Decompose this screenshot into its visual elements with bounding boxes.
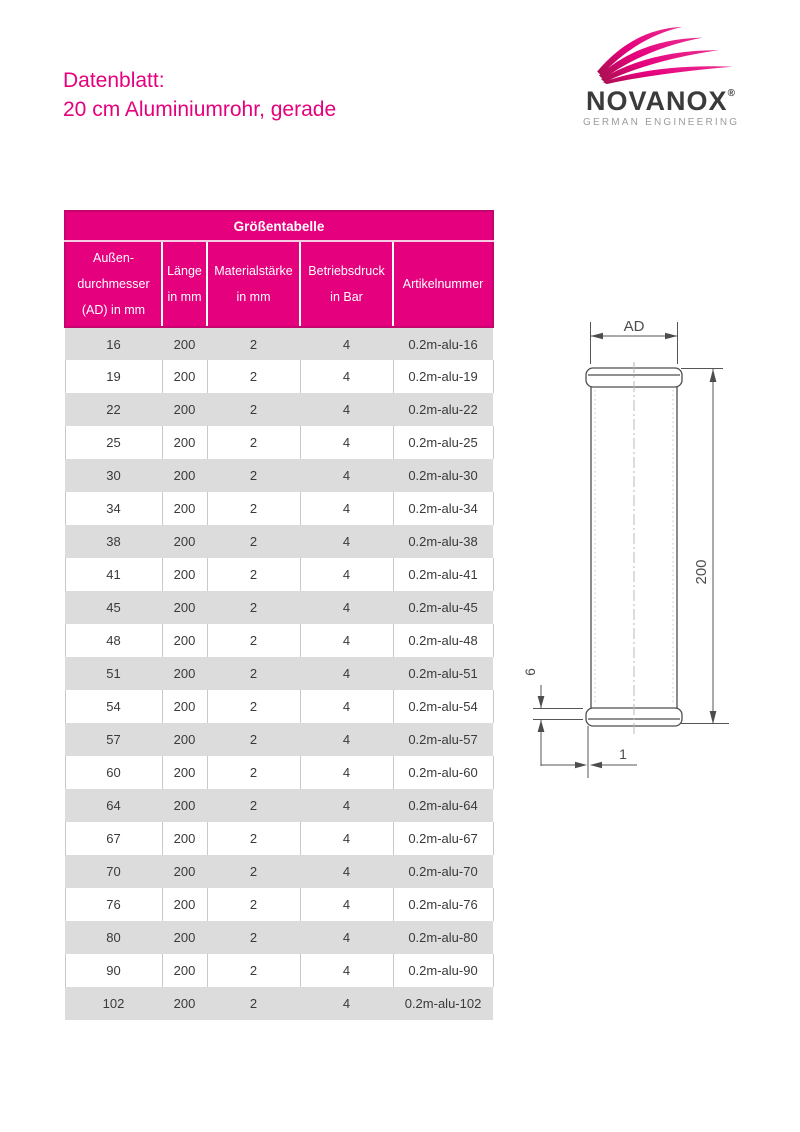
table-cell: 200: [162, 888, 207, 921]
table-cell: 0.2m-alu-70: [393, 855, 493, 888]
table-row: [65, 690, 493, 723]
table-cell: 2: [207, 558, 300, 591]
table-row: [65, 822, 493, 855]
table-row: [65, 459, 493, 492]
table-cell: 90: [65, 954, 162, 987]
table-cell: 0.2m-alu-25: [393, 426, 493, 459]
table-cell: 2: [207, 426, 300, 459]
table-cell: 2: [207, 327, 300, 360]
table-cell: 60: [65, 756, 162, 789]
table-row: [65, 525, 493, 558]
table-cell: 0.2m-alu-48: [393, 624, 493, 657]
table-cell: 2: [207, 525, 300, 558]
table-cell: 200: [162, 393, 207, 426]
logo-brand: [583, 88, 739, 114]
table-cell: 200: [162, 459, 207, 492]
table-cell: 4: [300, 459, 393, 492]
table-cell: 2: [207, 756, 300, 789]
table-cell: 200: [162, 723, 207, 756]
table-cell: 2: [207, 723, 300, 756]
column-header-line: in mm: [167, 290, 202, 304]
table-row: [65, 855, 493, 888]
table-cell: 4: [300, 921, 393, 954]
table-cell: 2: [207, 921, 300, 954]
table-cell: 200: [162, 492, 207, 525]
table-row: [65, 756, 493, 789]
table-cell: 54: [65, 690, 162, 723]
table-cell: 30: [65, 459, 162, 492]
table-cell: 200: [162, 921, 207, 954]
table-cell: 45: [65, 591, 162, 624]
table-title: Größentabelle: [65, 211, 493, 241]
table-cell: 57: [65, 723, 162, 756]
column-header-material-thickness: [207, 241, 300, 327]
table-cell: 200: [162, 360, 207, 393]
table-header: [65, 211, 493, 327]
table-cell: 200: [162, 558, 207, 591]
table-cell: 41: [65, 558, 162, 591]
dimension-label-bead: 6: [522, 668, 538, 676]
table-cell: 200: [162, 987, 207, 1020]
table-cell: 2: [207, 360, 300, 393]
table-cell: 0.2m-alu-19: [393, 360, 493, 393]
table-cell: 0.2m-alu-102: [393, 987, 493, 1020]
table-row: [65, 492, 493, 525]
table-cell: 4: [300, 657, 393, 690]
table-cell: 102: [65, 987, 162, 1020]
table-cell: 4: [300, 756, 393, 789]
table-cell: 70: [65, 855, 162, 888]
table-cell: 4: [300, 954, 393, 987]
table-row: [65, 954, 493, 987]
page-title: [63, 66, 336, 124]
table-cell: 2: [207, 624, 300, 657]
table-cell: 19: [65, 360, 162, 393]
table-cell: 0.2m-alu-80: [393, 921, 493, 954]
table-cell: 64: [65, 789, 162, 822]
registered-mark: ®: [727, 88, 736, 99]
column-header-line: Betriebsdruck: [308, 264, 385, 278]
table-cell: 2: [207, 492, 300, 525]
table-row: [65, 393, 493, 426]
table-cell: 200: [162, 855, 207, 888]
table-cell: 0.2m-alu-90: [393, 954, 493, 987]
column-header-line: Artikelnummer: [402, 277, 484, 291]
table-row: [65, 723, 493, 756]
table-cell: 76: [65, 888, 162, 921]
table-cell: 16: [65, 327, 162, 360]
table-cell: 4: [300, 624, 393, 657]
table-cell: 80: [65, 921, 162, 954]
column-header-line: in mm: [236, 290, 271, 304]
column-header-line: durchmesser: [77, 277, 150, 291]
table-cell: 4: [300, 690, 393, 723]
table-cell: 4: [300, 591, 393, 624]
logo-swoosh-icon: [589, 24, 737, 86]
table-title-row: [65, 211, 493, 241]
table-cell: 200: [162, 591, 207, 624]
pipe-technical-drawing: [515, 300, 795, 790]
table-cell: 48: [65, 624, 162, 657]
column-header-line: (AD) in mm: [81, 303, 146, 317]
table-cell: 22: [65, 393, 162, 426]
company-logo: [583, 24, 739, 128]
table-cell: 2: [207, 657, 300, 690]
table-cell: 25: [65, 426, 162, 459]
table-row: [65, 921, 493, 954]
table-cell: 0.2m-alu-41: [393, 558, 493, 591]
table-cell: 0.2m-alu-54: [393, 690, 493, 723]
table-cell: 34: [65, 492, 162, 525]
column-header-line: Materialstärke: [214, 264, 293, 278]
column-header-operating-pressure: [300, 241, 393, 327]
table-cell: 0.2m-alu-64: [393, 789, 493, 822]
table-cell: 200: [162, 327, 207, 360]
table-cell: 0.2m-alu-16: [393, 327, 493, 360]
table-cell: 200: [162, 756, 207, 789]
table-cell: 0.2m-alu-76: [393, 888, 493, 921]
page-title-line2: 20 cm Aluminiumrohr, gerade: [63, 98, 337, 121]
table-row: [65, 558, 493, 591]
table-cell: 0.2m-alu-60: [393, 756, 493, 789]
table-cell: 4: [300, 558, 393, 591]
table-cell: 0.2m-alu-57: [393, 723, 493, 756]
table-cell: 2: [207, 888, 300, 921]
dimension-label-ad: AD: [623, 318, 645, 335]
dimension-length: [681, 369, 729, 725]
table-cell: 200: [162, 657, 207, 690]
table-cell: 0.2m-alu-51: [393, 657, 493, 690]
table-cell: 200: [162, 525, 207, 558]
column-header-length: [162, 241, 207, 327]
table-cell: 4: [300, 855, 393, 888]
column-header-line: Länge: [167, 264, 202, 278]
table-cell: 2: [207, 393, 300, 426]
size-table: [64, 210, 494, 1020]
table-cell: 4: [300, 888, 393, 921]
dimension-label-length: 200: [693, 559, 710, 585]
table-cell: 0.2m-alu-38: [393, 525, 493, 558]
table-cell: 51: [65, 657, 162, 690]
column-header-article-number: [393, 241, 493, 327]
table-cell: 0.2m-alu-30: [393, 459, 493, 492]
table-cell: 4: [300, 789, 393, 822]
table-row: [65, 327, 493, 360]
table-cell: 200: [162, 822, 207, 855]
table-cell: 200: [162, 690, 207, 723]
table-cell: 2: [207, 855, 300, 888]
table-row: [65, 888, 493, 921]
table-cell: 200: [162, 789, 207, 822]
table-row: [65, 987, 493, 1020]
table-cell: 200: [162, 954, 207, 987]
table-cell: 0.2m-alu-34: [393, 492, 493, 525]
table-cell: 4: [300, 822, 393, 855]
table-body: [65, 327, 493, 1020]
table-cell: 4: [300, 525, 393, 558]
table-cell: 67: [65, 822, 162, 855]
logo-brand-text: NOVANOX: [586, 86, 728, 116]
table-cell: 0.2m-alu-22: [393, 393, 493, 426]
table-row: [65, 591, 493, 624]
page-title-line1: Datenblatt:: [63, 69, 165, 92]
column-header-line: in Bar: [330, 290, 363, 304]
table-cell: 4: [300, 393, 393, 426]
table-cell: 2: [207, 591, 300, 624]
dimension-label-offset: 1: [619, 746, 627, 762]
table-cell: 4: [300, 987, 393, 1020]
table-cell: 2: [207, 954, 300, 987]
table-cell: 4: [300, 492, 393, 525]
table-cell: 2: [207, 789, 300, 822]
column-header-line: Außen-: [93, 251, 134, 265]
table-row: [65, 789, 493, 822]
table-columns-row: [65, 241, 493, 327]
table-cell: 38: [65, 525, 162, 558]
table-row: [65, 360, 493, 393]
table-row: [65, 624, 493, 657]
table-row: [65, 426, 493, 459]
table-cell: 2: [207, 822, 300, 855]
logo-tagline: GERMAN ENGINEERING: [583, 117, 740, 128]
table-cell: 2: [207, 459, 300, 492]
table-row: [65, 657, 493, 690]
table-cell: 4: [300, 327, 393, 360]
table-cell: 4: [300, 360, 393, 393]
table-cell: 4: [300, 723, 393, 756]
table-cell: 200: [162, 624, 207, 657]
table-cell: 4: [300, 426, 393, 459]
table-cell: 0.2m-alu-67: [393, 822, 493, 855]
table-cell: 0.2m-alu-45: [393, 591, 493, 624]
table-cell: 200: [162, 426, 207, 459]
table-cell: 2: [207, 987, 300, 1020]
column-header-outer-diameter: [65, 241, 162, 327]
table-cell: 2: [207, 690, 300, 723]
